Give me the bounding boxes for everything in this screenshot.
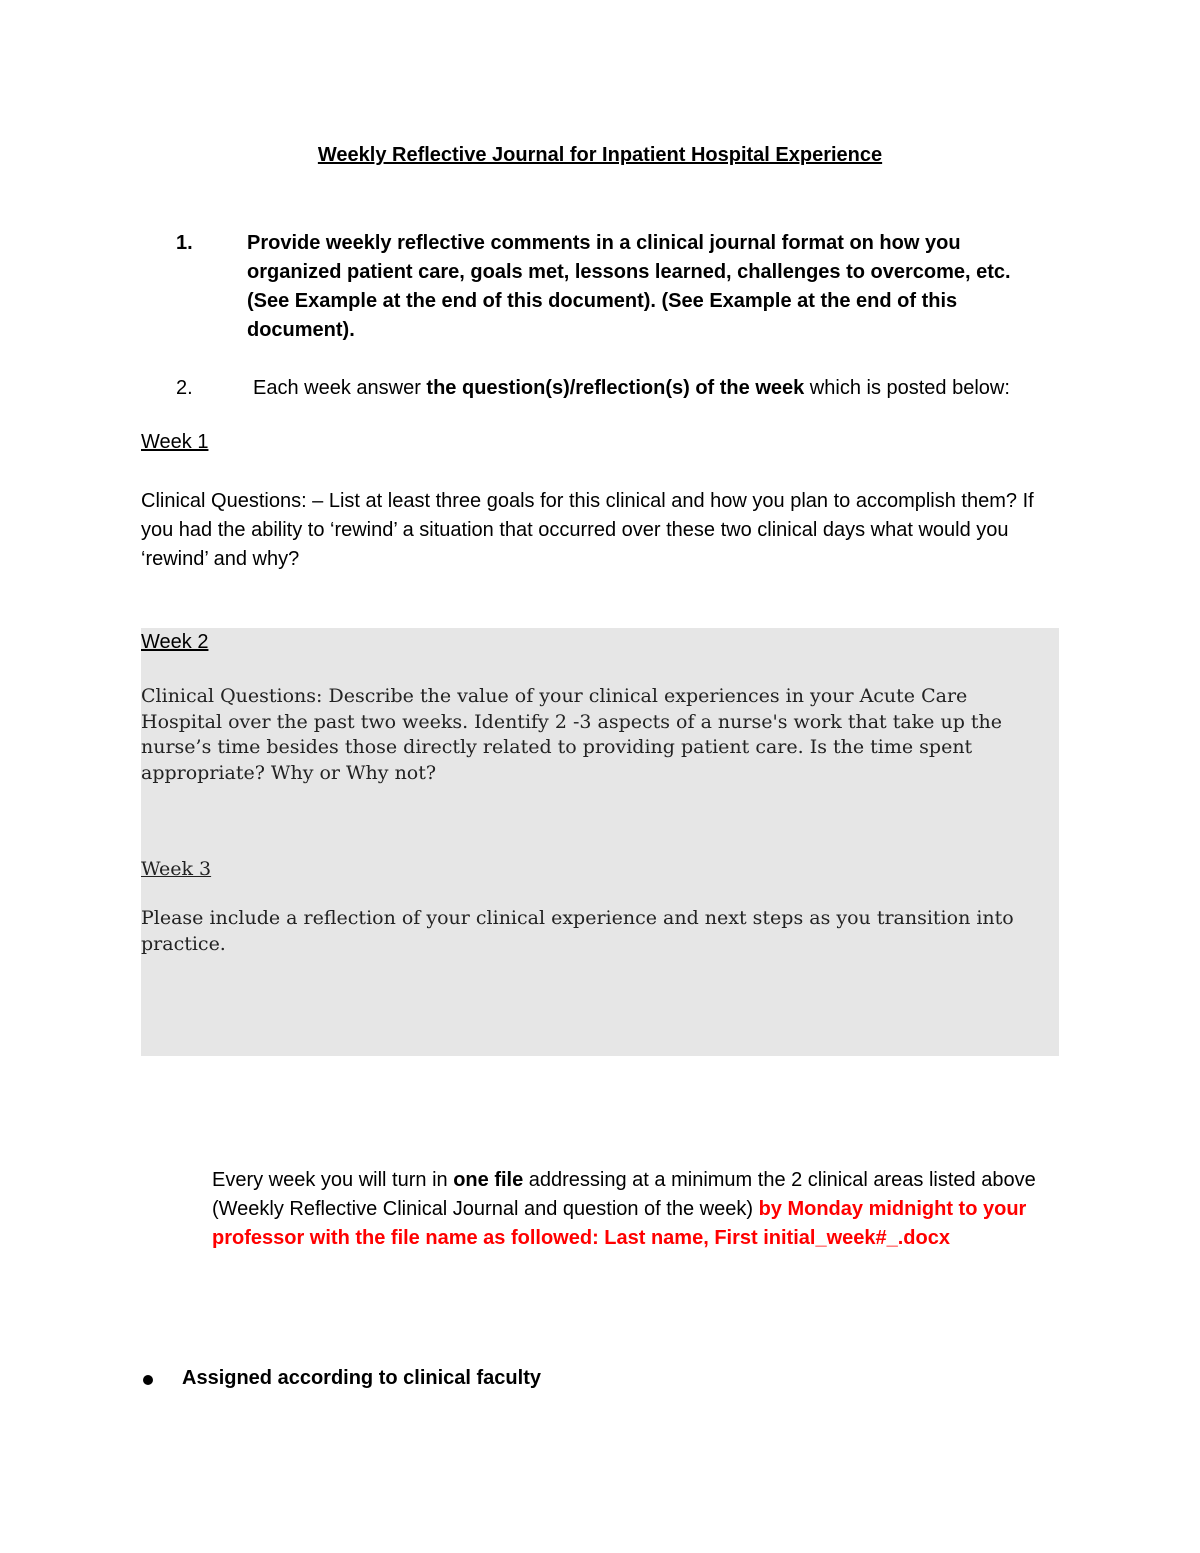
week-1-question: Clinical Questions: – List at least three goals for this clinical and how you plan to accomplish them? If you had the ability to ‘rewind’ a situation that occurred over these two clinical days what would you ‘rewind’ and why? — [141, 490, 1034, 570]
notice-bold-text: one file — [453, 1169, 524, 1191]
week-2-question: Clinical Questions: Describe the value of your clinical experiences in your Acute Care Hospital over the past two weeks. Identify 2 -3 aspects of a nurse's work that take up the nurse’s time besides those directly related to providing patient care. Is the time spent appropriate? Why or Why not? — [141, 685, 1003, 784]
week-1-heading: Week 1 — [141, 431, 209, 453]
item-text-bold: the question(s)/reflection(s) of the week — [426, 377, 805, 399]
item-text-start: Each week answer — [253, 377, 427, 399]
notice-deadline-text: by Monday midnight to your professor with the file name as followed: Last name, First initial_week#_.docx — [212, 1198, 1027, 1249]
item-text-end: which is posted below: — [804, 377, 1010, 399]
week-3-question: Please include a reflection of your clinical experience and next steps as you transition into practice. — [141, 907, 1014, 955]
notice-text-start: Every week you will turn in — [212, 1169, 454, 1191]
bullet-text: Assigned according to clinical faculty — [182, 1367, 541, 1389]
document-title: Weekly Reflective Journal for Inpatient Hospital Experience — [317, 144, 883, 166]
notice-text-middle: addressing at a minimum the 2 clinical areas listed above (Weekly Reflective Clinical Journal and question of the week) — [212, 1169, 1036, 1220]
bullet-icon — [143, 1375, 153, 1385]
item-text: Provide weekly reflective comments in a clinical journal format on how you organized patient care, goals met, lessons learned, challenges to overcome, etc. (See Example at the end of this document). (See Example at the end of this document). — [247, 232, 1011, 341]
week-3-heading: Week 3 — [141, 858, 212, 880]
submission-notice — [212, 1166, 1052, 1253]
item-number: 2. — [176, 377, 193, 399]
item-text — [253, 374, 1073, 403]
item-number: 1. — [176, 232, 193, 254]
week-2-heading: Week 2 — [141, 631, 209, 653]
